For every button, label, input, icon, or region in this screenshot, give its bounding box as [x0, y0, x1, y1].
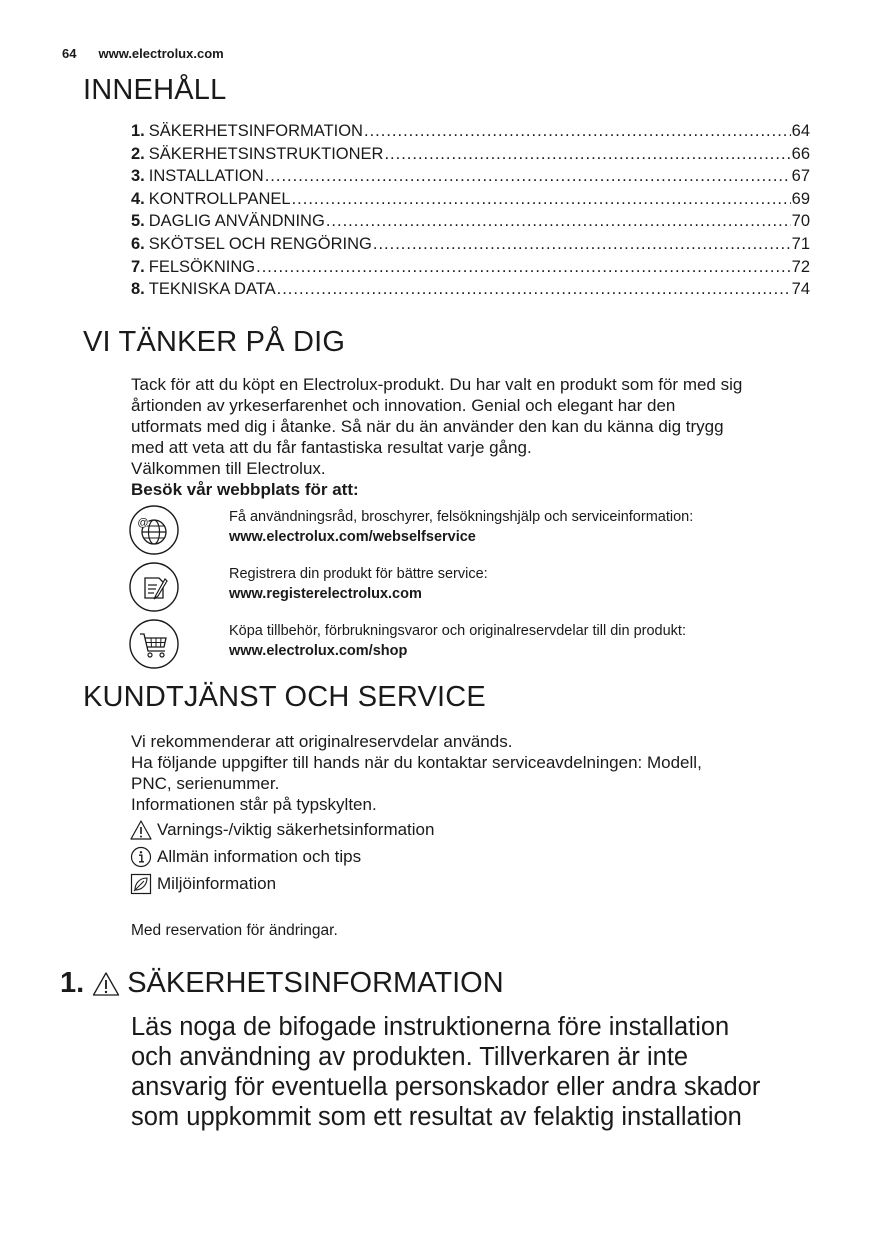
- toc-item-page: 71: [791, 234, 810, 253]
- visit-item-register: [129, 562, 829, 616]
- toc-item-label: FELSÖKNING: [148, 257, 256, 276]
- page-header: [62, 46, 224, 61]
- toc-item-number: 7.: [131, 257, 145, 276]
- toc-leader-dots: [256, 258, 791, 277]
- toc-item-label: KONTROLLPANEL: [148, 189, 291, 208]
- service-paragraph: [131, 731, 821, 815]
- section-number: 1.: [60, 967, 85, 999]
- toc-leader-dots: [265, 167, 791, 186]
- toc-item[interactable]: [131, 190, 810, 213]
- legend-item-info: [130, 843, 434, 870]
- paragraph-line: som uppkommit som ett resultat av felaktig installation: [131, 1103, 742, 1131]
- register-icon: [129, 562, 179, 612]
- paragraph-line: Välkommen till Electrolux.: [131, 459, 326, 478]
- toc-item-label: INSTALLATION: [148, 167, 264, 186]
- visit-description: Få användningsråd, broschyrer, felsökningshjälp och serviceinformation:: [229, 509, 694, 525]
- warning-icon: [130, 819, 152, 841]
- page-number: 64: [62, 46, 77, 61]
- reservation-note: Med reservation för ändringar.: [131, 922, 338, 939]
- register-link[interactable]: www.registerelectrolux.com: [229, 586, 422, 602]
- paragraph-line: Tack för att du köpt en Electrolux-produkt. Du har valt en produkt som för med sig: [131, 375, 743, 394]
- cart-icon: [129, 619, 179, 669]
- legend-item-environment: [130, 870, 434, 897]
- toc-item-page: 64: [791, 122, 810, 140]
- website-link[interactable]: www.electrolux.com: [98, 46, 224, 61]
- visit-text: [229, 564, 488, 604]
- toc-leader-dots: [373, 235, 791, 254]
- toc-item[interactable]: [131, 280, 810, 303]
- paragraph-line: Ha följande uppgifter till hands när du kontaktar serviceavdelningen: Modell,: [131, 753, 702, 772]
- toc-item[interactable]: [131, 258, 810, 281]
- thinking-title: VI TÄNKER PÅ DIG: [83, 326, 346, 358]
- toc-item-page: 66: [791, 144, 810, 163]
- visit-heading: Besök vår webbplats för att:: [131, 480, 359, 499]
- legend-label: Allmän information och tips: [157, 846, 362, 866]
- toc-item-page: 69: [791, 189, 810, 208]
- section-title: SÄKERHETSINFORMATION: [127, 967, 504, 999]
- globe-icon: [129, 505, 179, 555]
- paragraph-line: ansvarig för eventuella personskador eller andra skador: [131, 1073, 761, 1101]
- webselfservice-link[interactable]: www.electrolux.com/webselfservice: [229, 529, 476, 545]
- toc-item[interactable]: [131, 235, 810, 258]
- toc-leader-dots: [384, 145, 790, 164]
- visit-item-shop: [129, 619, 829, 673]
- table-of-contents: [131, 122, 810, 303]
- toc-item-number: 8.: [131, 280, 145, 299]
- leaf-icon: [130, 873, 152, 895]
- toc-item-number: 5.: [131, 212, 145, 231]
- toc-item-number: 3.: [131, 167, 145, 186]
- thinking-paragraph: [131, 374, 821, 500]
- info-icon: [130, 846, 152, 868]
- paragraph-line: med att veta att du får fantastiska resultat varje gång.: [131, 438, 532, 457]
- toc-item-page: 67: [791, 167, 810, 186]
- warning-icon: [92, 971, 120, 997]
- toc-item-number: 2.: [131, 144, 145, 163]
- toc-item[interactable]: [131, 212, 810, 235]
- visit-description: Registrera din produkt för bättre service:: [229, 566, 488, 582]
- toc-item-number: 6.: [131, 234, 145, 253]
- toc-item-label: TEKNISKA DATA: [148, 280, 276, 299]
- toc-title: INNEHÅLL: [83, 74, 227, 106]
- toc-item[interactable]: [131, 122, 810, 145]
- paragraph-line: och användning av produkten. Tillverkaren är inte: [131, 1043, 689, 1071]
- svg-text:@: @: [137, 517, 149, 529]
- visit-description: Köpa tillbehör, förbrukningsvaror och originalreservdelar till din produkt:: [229, 623, 686, 639]
- service-title: KUNDTJÄNST OCH SERVICE: [83, 681, 486, 713]
- toc-item-number: 1.: [131, 122, 145, 140]
- safety-paragraph: [131, 1012, 831, 1132]
- legend-label: Miljöinformation: [157, 873, 277, 893]
- toc-item-page: 72: [791, 257, 810, 276]
- paragraph-line: Läs noga de bifogade instruktionerna före installation: [131, 1013, 730, 1041]
- legend-item-warning: [130, 816, 434, 843]
- visit-text: [229, 621, 686, 661]
- symbol-legend: [130, 816, 434, 897]
- toc-item-label: SÄKERHETSINFORMATION: [148, 122, 363, 140]
- toc-item-label: SKÖTSEL OCH RENGÖRING: [148, 234, 372, 253]
- legend-label: Varnings-/viktig säkerhetsinformation: [157, 819, 435, 839]
- toc-leader-dots: [292, 190, 791, 209]
- shop-link[interactable]: www.electrolux.com/shop: [229, 643, 408, 659]
- toc-leader-dots: [364, 122, 791, 141]
- visit-text: [229, 507, 693, 547]
- toc-item-label: DAGLIG ANVÄNDNING: [148, 212, 325, 231]
- toc-item-number: 4.: [131, 189, 145, 208]
- toc-item-page: 70: [791, 212, 810, 231]
- toc-item[interactable]: [131, 145, 810, 168]
- paragraph-line: Informationen står på typskylten.: [131, 795, 377, 814]
- paragraph-line: Vi rekommenderar att originalreservdelar används.: [131, 732, 513, 751]
- paragraph-line: årtionden av yrkeserfarenhet och innovation. Genial och elegant har den: [131, 396, 676, 415]
- toc-item-page: 74: [791, 280, 810, 299]
- visit-item-webselfservice: [129, 505, 829, 559]
- paragraph-line: PNC, serienummer.: [131, 774, 280, 793]
- paragraph-line: utformats med dig i åtanke. Så när du än använder den kan du känna dig trygg: [131, 417, 724, 436]
- toc-item[interactable]: [131, 167, 810, 190]
- toc-item-label: SÄKERHETSINSTRUKTIONER: [148, 144, 384, 163]
- toc-leader-dots: [326, 212, 791, 231]
- toc-leader-dots: [277, 280, 791, 299]
- section-heading: [60, 967, 504, 1000]
